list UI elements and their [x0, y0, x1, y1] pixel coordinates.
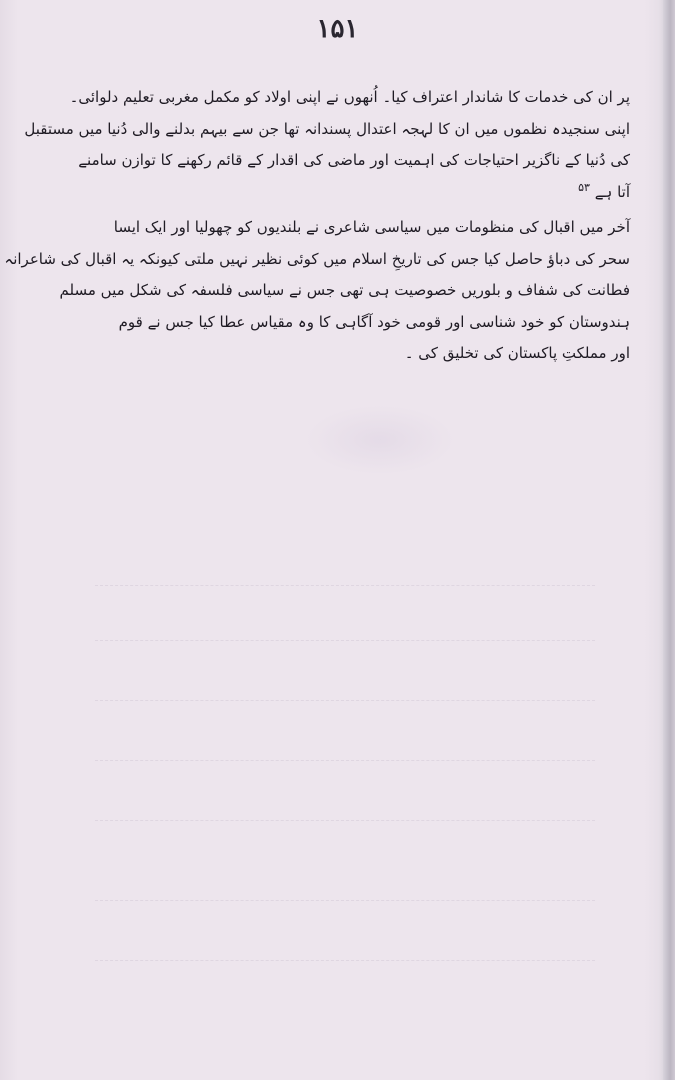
bleed-through-line	[95, 585, 595, 586]
bleed-through-line	[95, 760, 595, 761]
bleed-through-line	[95, 820, 595, 821]
bleed-through-line	[95, 900, 595, 901]
body-text	[4, 82, 630, 370]
bleed-through-line	[95, 640, 595, 641]
page-number: ۱۵۱	[316, 14, 359, 44]
faint-stamp-bleed	[305, 405, 455, 475]
text-line	[70, 177, 630, 209]
bleed-through-line	[95, 960, 595, 961]
footnote-reference: ۵۳	[578, 180, 590, 194]
text-line: اپنی سنجیدہ نظموں میں ان کا لہجہ اعتدال پسندانہ تھا جن سے بیہم بدلنے والی دُنیا میں مستقبل	[24, 119, 630, 138]
page-edge	[663, 0, 675, 1080]
text-line: فطانت کی شفاف و بلوریں خصوصیت ہی تھی جس نے سیاسی فلسفہ کی شکل میں مسلم	[59, 281, 630, 299]
text-line: سحر کی دباؤ حاصل کیا جس کی تاریخِ اسلام میں کوئی نظیر نہیں ملتی کیونکہ یہ اقبال کی شاعرانہ	[4, 249, 630, 268]
text-line: پر ان کی خدمات کا شاندار اعتراف کیا۔ اُنھوں نے اپنی اولاد کو مکمل مغربی تعلیم دلوائی۔	[69, 88, 630, 106]
paragraph-1	[24, 82, 630, 208]
bleed-through-line	[95, 700, 595, 701]
paragraph-2	[4, 212, 630, 370]
text-line: آخر میں اقبال کی منظومات میں سیاسی شاعری نے بلندیوں کو چھولیا اور ایک ایسا	[113, 218, 630, 236]
text-line: اور مملکتِ پاکستان کی تخلیق کی ۔	[404, 344, 630, 362]
text-line-fragment: آتا ہے	[594, 182, 630, 201]
text-line: کی دُنیا کے ناگزیر احتیاجات کی اہمیت اور ماضی کی اقدار کے قائم رکھنے کا توازن سامنے	[78, 151, 630, 169]
text-line: ہندوستان کو خود شناسی اور قومی خود آگاہی کا وہ مقیاس عطا کیا جس نے قوم	[118, 312, 630, 331]
